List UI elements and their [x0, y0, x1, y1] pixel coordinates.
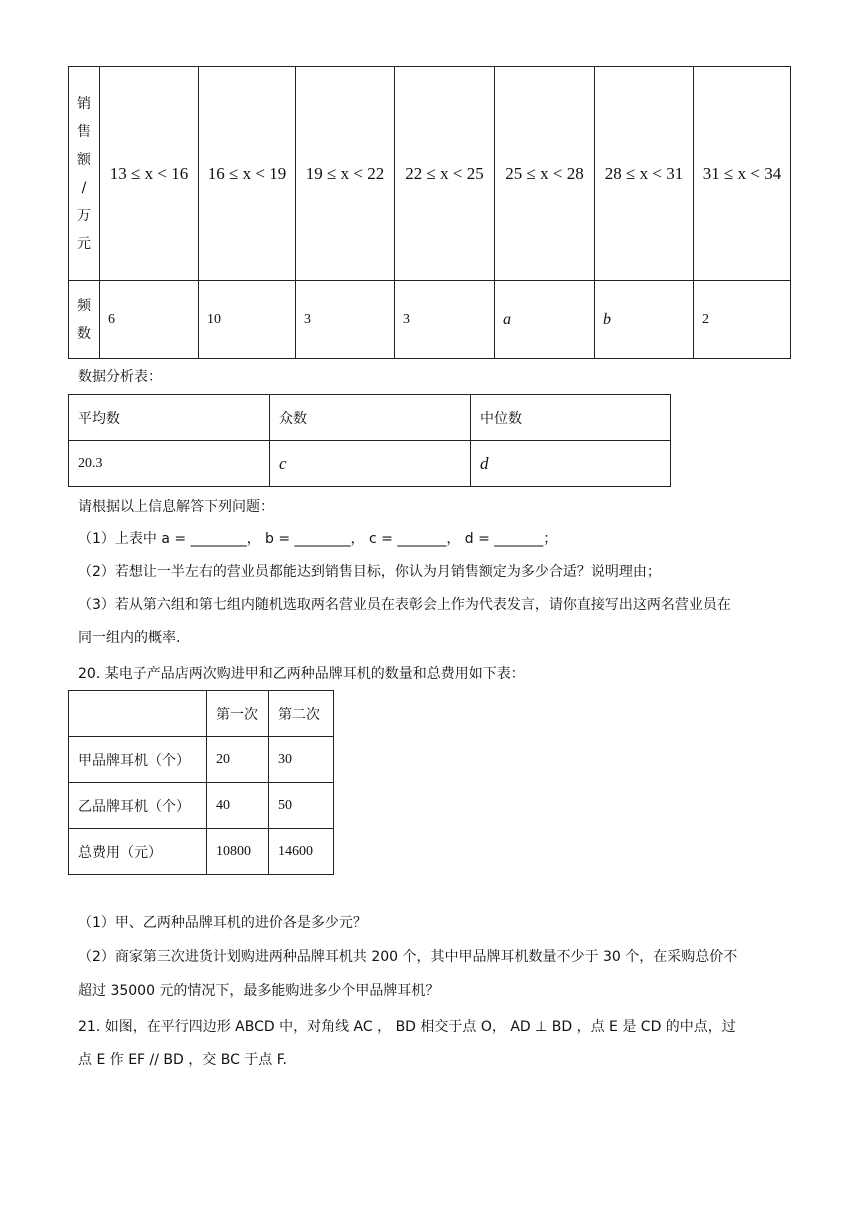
- range-cell: 25 ≤ x < 28: [495, 67, 595, 281]
- earphone-purchase-table: [68, 690, 334, 875]
- q19-part3-line2: 同一组内的概率.: [78, 630, 181, 646]
- label-char: /: [81, 179, 87, 196]
- q20-part1: （1）甲、乙两种品牌耳机的进价各是多少元？: [78, 915, 367, 931]
- ear-header-row: [69, 691, 334, 737]
- ear-cell: 40: [207, 783, 269, 829]
- ear-cell: 14600: [269, 829, 334, 875]
- ear-row-label: 甲品牌耳机（个）: [69, 737, 207, 783]
- q20-stem: 20. 某电子产品店两次购进甲和乙两种品牌耳机的数量和总费用如下表：: [78, 666, 525, 682]
- q20-part2-line2: 超过 35000 元的情况下，最多能购进多少个甲品牌耳机？: [78, 983, 440, 999]
- ear-cell: 30: [269, 737, 334, 783]
- header-mode: 众数: [270, 395, 471, 441]
- range-cell: 28 ≤ x < 31: [595, 67, 694, 281]
- range-cell: 16 ≤ x < 19: [199, 67, 296, 281]
- count-cell: 3: [395, 281, 495, 359]
- label-char: 额: [77, 151, 91, 168]
- q19-part3-line1: （3）若从第六组和第七组内随机选取两名营业员在表彰会上作为代表发言，请你直接写出这两名营业员在: [78, 597, 731, 613]
- label-char: 数: [77, 325, 91, 342]
- ear-cell: 10800: [207, 829, 269, 875]
- count-cell: 3: [296, 281, 395, 359]
- ear-row-label: 乙品牌耳机（个）: [69, 783, 207, 829]
- ear-row-label: 总费用（元）: [69, 829, 207, 875]
- header-median: 中位数: [471, 395, 671, 441]
- count-cell: 10: [199, 281, 296, 359]
- range-cell: 22 ≤ x < 25: [395, 67, 495, 281]
- sales-range-row: [69, 67, 791, 281]
- label-char: 万: [77, 207, 91, 224]
- ear-row-brand-b: [69, 783, 334, 829]
- ear-row-brand-a: [69, 737, 334, 783]
- frequency-row: [69, 281, 791, 359]
- instructions: 请根据以上信息解答下列问题：: [78, 499, 274, 515]
- analysis-value-row: [69, 441, 671, 487]
- ear-header-second: 第二次: [269, 691, 334, 737]
- q21-line2: 点 E 作 EF // BD ，交 BC 于点 F.: [78, 1052, 288, 1068]
- sales-frequency-table: [68, 66, 791, 359]
- value-mean: 20.3: [69, 441, 270, 487]
- label-char: 元: [77, 235, 91, 252]
- data-analysis-table: [68, 394, 671, 487]
- range-cell: 19 ≤ x < 22: [296, 67, 395, 281]
- sales-amount-label: [69, 67, 100, 281]
- q19-part1: （1）上表中 a = ________， b = ________， c = _______， d = _______；: [78, 531, 558, 547]
- q21-line1: 21. 如图，在平行四边形 ABCD 中，对角线 AC ， BD 相交于点 O， AD ⊥ BD ，点 E 是 CD 的中点，过: [78, 1019, 736, 1035]
- value-median: d: [471, 441, 671, 487]
- header-mean: 平均数: [69, 395, 270, 441]
- count-cell: 2: [694, 281, 791, 359]
- label-char: 频: [77, 297, 91, 314]
- range-cell: 13 ≤ x < 16: [100, 67, 199, 281]
- ear-header-first: 第一次: [207, 691, 269, 737]
- q20-part2-line1: （2）商家第三次进货计划购进两种品牌耳机共 200 个，其中甲品牌耳机数量不少于 30 个，在采购总价不: [78, 949, 738, 965]
- analysis-caption: 数据分析表：: [78, 369, 162, 385]
- q19-part2: （2）若想让一半左右的营业员都能达到销售目标，你认为月销售额定为多少合适？说明理由；: [78, 564, 661, 580]
- value-mode: c: [270, 441, 471, 487]
- label-char: 销: [77, 95, 91, 112]
- count-cell: a: [495, 281, 595, 359]
- frequency-label: [69, 281, 100, 359]
- ear-row-total: [69, 829, 334, 875]
- label-char: 售: [77, 123, 91, 140]
- count-cell: 6: [100, 281, 199, 359]
- ear-header-empty: [69, 691, 207, 737]
- range-cell: 31 ≤ x < 34: [694, 67, 791, 281]
- ear-cell: 50: [269, 783, 334, 829]
- count-cell: b: [595, 281, 694, 359]
- ear-cell: 20: [207, 737, 269, 783]
- analysis-header-row: [69, 395, 671, 441]
